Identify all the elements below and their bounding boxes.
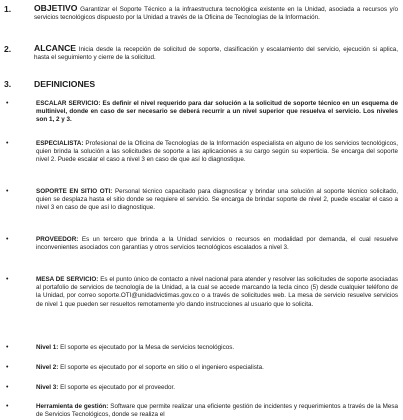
definition-text [36, 140, 398, 165]
section-body [34, 4, 398, 23]
section-number: 2. [4, 44, 12, 54]
section-text: Inicia desde la recepción de solicitud de soporte, clasificación y escalamiento del servicio, ejecución si aplica, hasta el seguimiento y cierre de la solicitud. [34, 46, 398, 62]
definition-term: PROVEEDOR: [36, 236, 79, 243]
definition-text [36, 188, 398, 213]
definition-text [36, 403, 398, 419]
bullet: • [6, 236, 9, 243]
definition-description: El soporte es ejecutado por el soporte en sitio o el ingeniero especialista. [60, 364, 264, 371]
section-title: DEFINICIONES [34, 79, 96, 89]
definition-item [4, 100, 398, 125]
definition-term: SOPORTE EN SITIO OTI: [36, 188, 113, 195]
definition-text [36, 364, 398, 372]
definition-term: Herramienta de gestión: [36, 403, 109, 410]
definition-text [36, 236, 398, 252]
definition-item [4, 384, 398, 392]
bullet: • [6, 140, 9, 147]
section-text: Garantizar el Soporte Técnico a la infraestructura tecnológica existente en la Unidad, asociada a recursos y/o servicios tecnológicos dispuesto por la Unidad a través de la Oficina de Tecnologías de la Información. [34, 6, 398, 22]
definition-term: ESPECIALISTA: [36, 140, 84, 147]
definition-item [4, 364, 398, 372]
definition-item [4, 403, 398, 419]
definition-item [4, 236, 398, 252]
definition-term: ESCALAR SERVICIO: [36, 100, 101, 107]
definition-term: Nivel 1: [36, 344, 59, 351]
section-number: 3. [4, 79, 12, 89]
section-title: OBJETIVO [34, 3, 78, 13]
definition-text [36, 344, 398, 352]
section-title: ALCANCE [34, 43, 77, 53]
definition-item [4, 188, 398, 213]
bullet: • [6, 276, 9, 283]
bullet: • [6, 364, 9, 371]
definition-description: El soporte es ejecutado por la Mesa de servicios tecnológicos. [60, 344, 235, 351]
definition-description: Profesional de la Oficina de Tecnologías de la Información especialista en alguno de los servicios tecnológicos, quien brinda la solución a las solicitudes de soporte a las aplicaciones a su cargo según su experticia. Se encarga del soporte nivel 2. Puede escalar el caso a nivel 3 en caso de que así lo diagnostique. [36, 140, 399, 164]
bullet: • [6, 100, 9, 107]
definition-description: Es definir el nivel requerido para dar solución a la solicitud de soporte técnico en un esquema de multinivel, donde en caso de ser necesario se deberá recurrir a un nivel superior que resuelva el servicio. Los niveles son 1, 2 y 3. [36, 100, 398, 124]
definition-item [4, 276, 398, 309]
definition-item [4, 344, 398, 352]
definition-description: Software que permite realizar una eficiente gestión de incidentes y requerimientos a través de la Mesa de Servicios Tecnológicos, donde se realiza el [36, 403, 398, 419]
definition-item [4, 140, 398, 165]
definition-term: Nivel 2: [36, 364, 59, 371]
definition-text [36, 276, 398, 309]
section-number: 1. [4, 4, 12, 14]
definition-text [36, 100, 398, 125]
definition-description: Es un tercero que brinda a la Unidad servicios o recursos en modalidad por demanda, el cual resuelve inconvenientes asociados con garantías y otros servicios tecnológicos escalados a nivel 3. [36, 236, 398, 252]
definition-description: Personal técnico capacitado para diagnosticar y brindar una solución al soporte técnico solicitado, quien se desplaza hasta el sitio donde se requiere el servicio. Se encarga de brindar soporte de nivel 2, puede escalar el caso a nivel 3 en caso de que así lo diagnostique. [36, 188, 399, 212]
section-body [34, 44, 398, 63]
bullet: • [6, 403, 9, 410]
bullet: • [6, 384, 9, 391]
definition-text [36, 384, 398, 392]
definition-term: Nivel 3: [36, 384, 59, 391]
bullet: • [6, 344, 9, 351]
definition-description: El soporte es ejecutado por el proveedor. [60, 384, 175, 391]
section-objetivo [4, 4, 398, 23]
definition-term: MESA DE SERVICIO: [36, 276, 99, 283]
bullet: • [6, 188, 9, 195]
section-alcance [4, 44, 398, 63]
section-definiciones [4, 79, 398, 89]
definition-description: Es el punto único de contacto a nivel nacional para atender y resolver las solicitudes de soporte asociadas al portafolio de servicios de tecnología de la Unidad, a la cual se accede marcando la tecla cinco (5) desde cualquier teléfono de la Unidad, por correo soporte.OTI@unidadvictimas.gov.co o a través de solicitudes web. La mesa de servicio resuelve servicios de nivel 1 que pueden ser resueltos remotamente y/o dando instrucciones al usuario que lo solicita. [36, 276, 399, 308]
